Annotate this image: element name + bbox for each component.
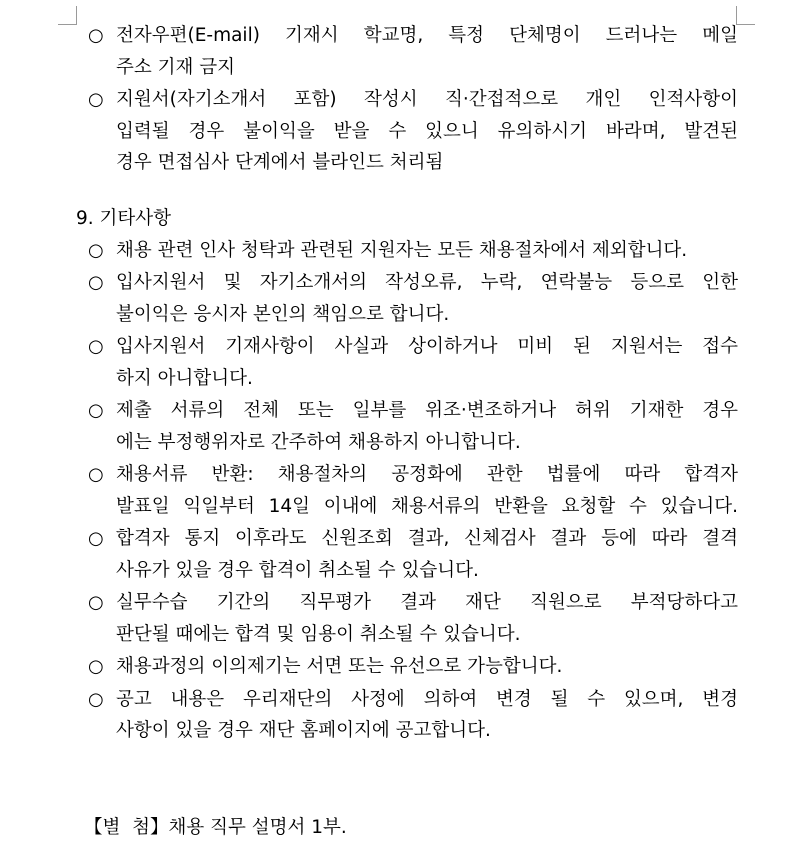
list-item	[74, 587, 738, 650]
item-text-line: 전자우편(E-mail) 기재시 학교명, 특정 단체명이 드러나는 메일	[116, 25, 738, 46]
item-text-line: 제출 서류의 전체 또는 일부를 위조·변조하거나 허위 기재한 경우	[116, 400, 738, 421]
bullet-circle: ○	[88, 656, 104, 677]
list-item	[74, 235, 738, 267]
list-item	[74, 395, 738, 458]
item-text-line: 입사지원서 기재사항이 사실과 상이하거나 미비 된 지원서는 접수	[116, 336, 738, 357]
bullet-circle: ○	[88, 239, 104, 261]
list-item-email	[74, 20, 738, 83]
item-text-line: 판단될 때에는 합격 및 임용이 취소될 수 있습니다.	[116, 623, 521, 645]
bullet-circle: ○	[88, 688, 104, 710]
bullet-circle: ○	[88, 528, 104, 549]
item-text-line: 경우 면접심사 단계에서 블라인드 처리됨	[116, 152, 444, 173]
item-text-line: 입력될 경우 불이익을 받을 수 있으니 유의하시기 바라며, 발견된	[116, 120, 738, 142]
item-text-line: 입사지원서 및 자기소개서의 작성오류, 누락, 연락불능 등으로 인한	[116, 272, 738, 293]
section-title: 9. 기타사항	[76, 207, 172, 229]
list-item	[74, 523, 738, 586]
bullet-circle: ○	[88, 592, 104, 613]
item-text-line: 채용서류 반환: 채용절차의 공정화에 관한 법률에 따라 합격자	[116, 464, 738, 485]
item-text-line: 사항이 있을 경우 재단 홈페이지에 공고합니다.	[116, 720, 491, 741]
list-item	[74, 459, 738, 522]
document-body	[74, 20, 738, 748]
item-text-line: 발표일 익일부터 14일 이내에 채용서류의 반환을 요청할 수 있습니다.	[116, 495, 738, 517]
item-text-line: 공고 내용은 우리재단의 사정에 의하여 변경 될 수 있으며, 변경	[116, 688, 738, 710]
crop-mark-top-right	[736, 6, 755, 25]
item-text-line: 채용 관련 인사 청탁과 관련된 지원자는 모든 채용절차에서 제외합니다.	[116, 239, 688, 261]
item-text-line: 불이익은 응시자 본인의 책임으로 합니다.	[116, 303, 450, 325]
bullet-circle: ○	[88, 89, 104, 110]
item-text-line: 에는 부정행위자로 간주하여 채용하지 아니합니다.	[116, 431, 521, 453]
item-text-line: 합격자 통지 이후라도 신원조회 결과, 신체검사 결과 등에 따라 결격	[116, 528, 738, 549]
bullet-circle: ○	[88, 400, 104, 421]
list-item	[74, 684, 738, 747]
bullet-circle: ○	[88, 272, 104, 293]
item-text-line: 주소 기재 금지	[116, 56, 235, 78]
item-text-line: 사유가 있을 경우 합격이 취소될 수 있습니다.	[116, 559, 479, 581]
attachment-note: 【별 첨】채용 직무 설명서 1부.	[84, 817, 347, 838]
list-item	[74, 331, 738, 394]
item-text-line: 실무수습 기간의 직무평가 결과 재단 직원으로 부적당하다고	[116, 592, 738, 613]
item-text-line: 지원서(자기소개서 포함) 작성시 직·간접적으로 개인 인적사항이	[116, 89, 738, 110]
item-text-line: 채용과정의 이의제기는 서면 또는 유선으로 가능합니다.	[116, 656, 563, 677]
list-item	[74, 267, 738, 330]
bullet-circle: ○	[88, 464, 104, 485]
item-text-line: 하지 아니합니다.	[116, 367, 253, 389]
bullet-circle: ○	[88, 336, 104, 357]
list-item	[74, 651, 738, 683]
list-item-blind	[74, 84, 738, 179]
bullet-circle: ○	[88, 25, 104, 46]
